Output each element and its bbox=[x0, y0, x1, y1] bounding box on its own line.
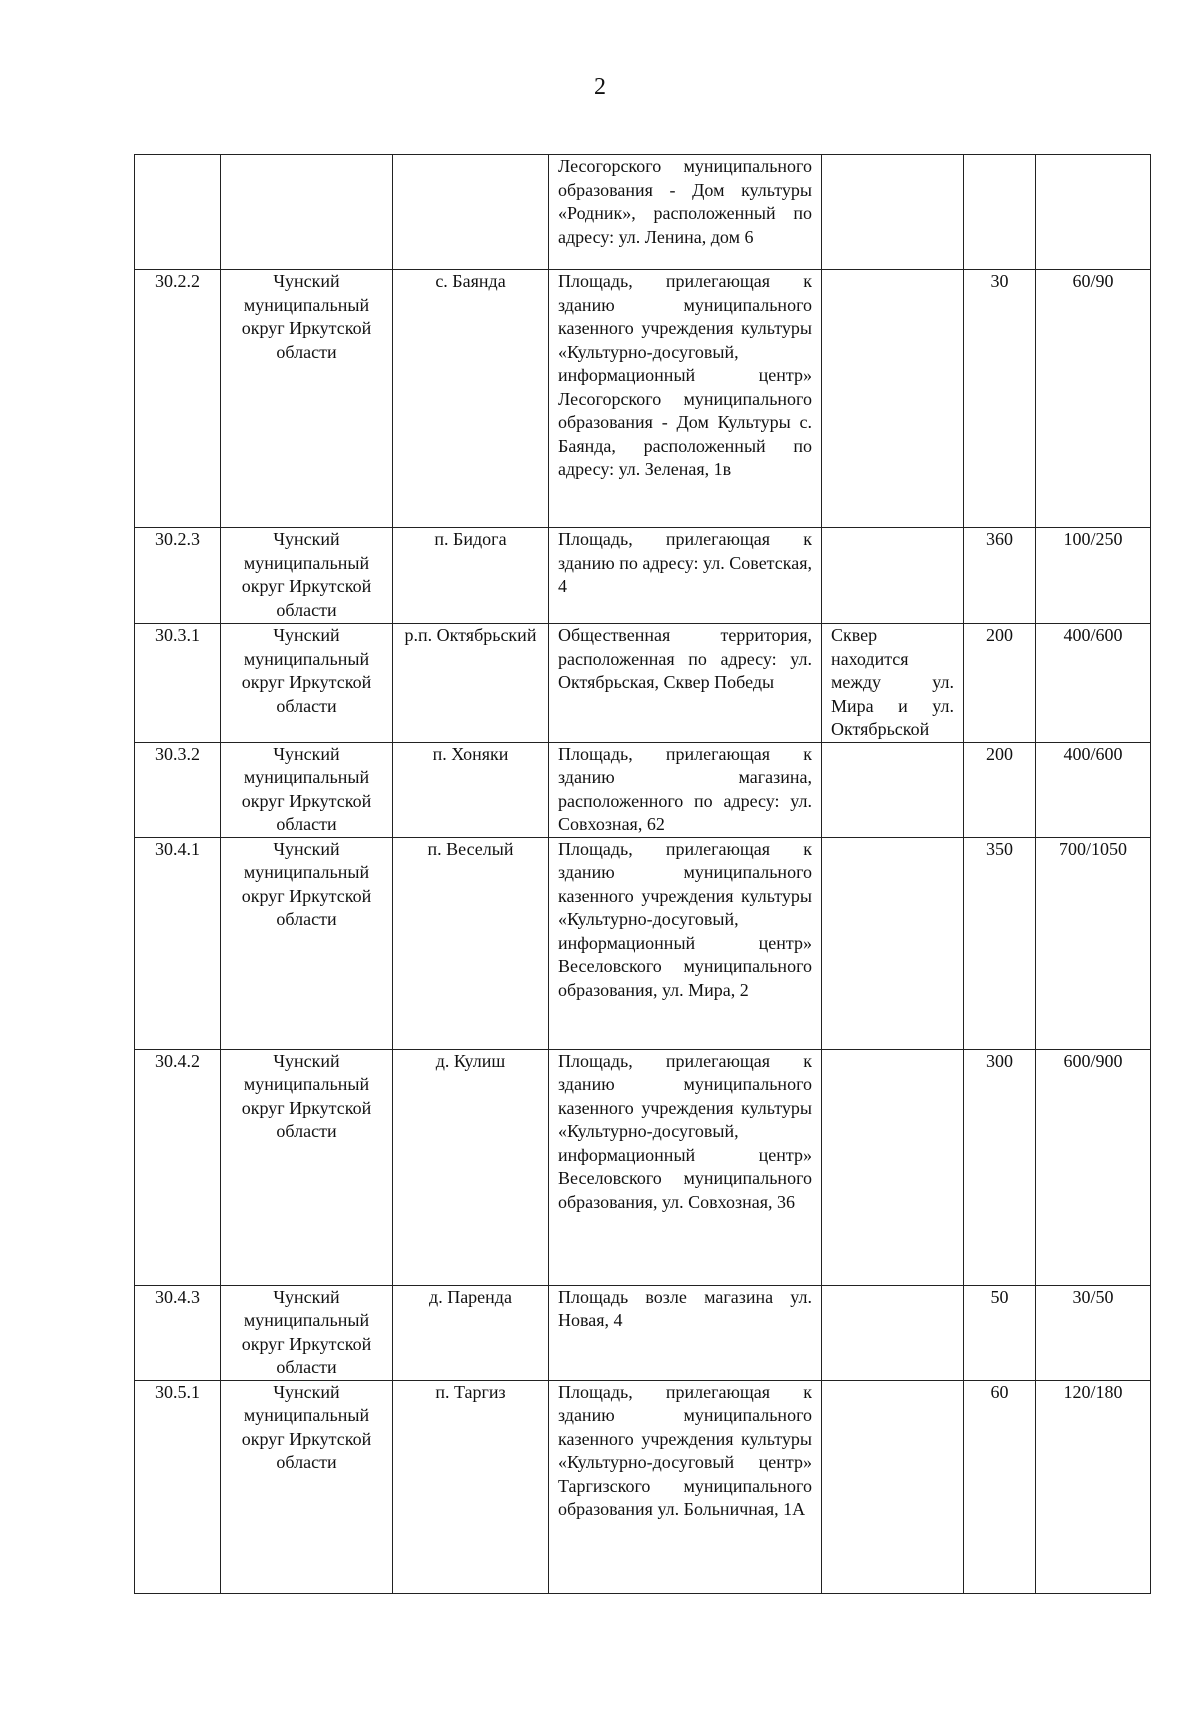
locality-cell: п. Хоняки bbox=[393, 742, 549, 837]
row-number-cell: 30.3.1 bbox=[135, 624, 221, 743]
capacity-cell: 700/1050 bbox=[1036, 837, 1151, 1049]
capacity-cell: 100/250 bbox=[1036, 528, 1151, 624]
district-cell: Чунский муниципальный округ Иркутской области bbox=[221, 624, 393, 743]
place-cell: Площадь, прилегающая к зданию муниципального казенного учреждения культуры «Культурно-досуговый, информационный центр» Веселовского муниципального образования, ул. Мира, 2 bbox=[549, 837, 822, 1049]
row-number-cell: 30.4.1 bbox=[135, 837, 221, 1049]
area-cell: 300 bbox=[964, 1049, 1036, 1285]
note-cell bbox=[822, 837, 964, 1049]
row-number-cell: 30.3.2 bbox=[135, 742, 221, 837]
place-cell: Площадь, прилегающая к зданию муниципального казенного учреждения культуры «Культурно-досуговый, информационный центр» Лесогорского муниципального образования - Дом Культуры с. Баянда, расположенный по адресу: ул. Зеленая, 1в bbox=[549, 270, 822, 528]
table-row bbox=[135, 1380, 1151, 1593]
locality-cell bbox=[393, 155, 549, 270]
locality-cell: д. Паренда bbox=[393, 1285, 549, 1380]
place-cell: Площадь возле магазина ул. Новая, 4 bbox=[549, 1285, 822, 1380]
table-row bbox=[135, 1049, 1151, 1285]
note-cell bbox=[822, 1380, 964, 1593]
table-row bbox=[135, 624, 1151, 743]
capacity-cell: 120/180 bbox=[1036, 1380, 1151, 1593]
row-number-cell: 30.2.2 bbox=[135, 270, 221, 528]
district-cell: Чунский муниципальный округ Иркутской области bbox=[221, 1380, 393, 1593]
note-cell bbox=[822, 1285, 964, 1380]
district-cell: Чунский муниципальный округ Иркутской области bbox=[221, 1285, 393, 1380]
place-cell: Площадь, прилегающая к зданию магазина, расположенного по адресу: ул. Совхозная, 62 bbox=[549, 742, 822, 837]
district-cell: Чунский муниципальный округ Иркутской области bbox=[221, 1049, 393, 1285]
locality-cell: р.п. Октябрьский bbox=[393, 624, 549, 743]
row-number-cell: 30.4.2 bbox=[135, 1049, 221, 1285]
row-number-cell: 30.2.3 bbox=[135, 528, 221, 624]
capacity-cell: 30/50 bbox=[1036, 1285, 1151, 1380]
place-cell: Площадь, прилегающая к зданию муниципального казенного учреждения культуры «Культурно-досуговый, информационный центр» Веселовского муниципального образования, ул. Совхозная, 36 bbox=[549, 1049, 822, 1285]
table-row bbox=[135, 837, 1151, 1049]
note-cell bbox=[822, 528, 964, 624]
capacity-cell: 400/600 bbox=[1036, 624, 1151, 743]
locality-cell: п. Веселый bbox=[393, 837, 549, 1049]
district-cell: Чунский муниципальный округ Иркутской области bbox=[221, 270, 393, 528]
place-cell: Лесогорского муниципального образования - Дом культуры «Родник», расположенный по адресу: ул. Ленина, дом 6 bbox=[549, 155, 822, 270]
table-row bbox=[135, 1285, 1151, 1380]
area-cell: 200 bbox=[964, 742, 1036, 837]
place-cell: Площадь, прилегающая к зданию по адресу: ул. Советская, 4 bbox=[549, 528, 822, 624]
venues-table bbox=[134, 154, 1151, 1594]
capacity-cell: 400/600 bbox=[1036, 742, 1151, 837]
row-number-cell: 30.5.1 bbox=[135, 1380, 221, 1593]
place-cell: Площадь, прилегающая к зданию муниципального казенного учреждения культуры «Культурно-досуговый центр» Таргизского муниципального образования ул. Больничная, 1А bbox=[549, 1380, 822, 1593]
district-cell: Чунский муниципальный округ Иркутской области bbox=[221, 742, 393, 837]
table-row bbox=[135, 155, 1151, 270]
capacity-cell bbox=[1036, 155, 1151, 270]
note-cell bbox=[822, 270, 964, 528]
table-row bbox=[135, 270, 1151, 528]
district-cell: Чунский муниципальный округ Иркутской области bbox=[221, 528, 393, 624]
note-cell bbox=[822, 742, 964, 837]
area-cell: 350 bbox=[964, 837, 1036, 1049]
locality-cell: п. Таргиз bbox=[393, 1380, 549, 1593]
district-cell bbox=[221, 155, 393, 270]
row-number-cell bbox=[135, 155, 221, 270]
page-number: 2 bbox=[594, 74, 606, 100]
place-cell: Общественная территория, расположенная по адресу: ул. Октябрьская, Сквер Победы bbox=[549, 624, 822, 743]
locality-cell: п. Бидога bbox=[393, 528, 549, 624]
area-cell: 360 bbox=[964, 528, 1036, 624]
note-cell: Сквер находится между ул. Мира и ул. Октябрьской bbox=[822, 624, 964, 743]
locality-cell: с. Баянда bbox=[393, 270, 549, 528]
locality-cell: д. Кулиш bbox=[393, 1049, 549, 1285]
area-cell: 200 bbox=[964, 624, 1036, 743]
area-cell bbox=[964, 155, 1036, 270]
table-row bbox=[135, 742, 1151, 837]
note-cell bbox=[822, 1049, 964, 1285]
table-body bbox=[135, 155, 1151, 1594]
note-cell bbox=[822, 155, 964, 270]
area-cell: 30 bbox=[964, 270, 1036, 528]
district-cell: Чунский муниципальный округ Иркутской области bbox=[221, 837, 393, 1049]
area-cell: 50 bbox=[964, 1285, 1036, 1380]
capacity-cell: 60/90 bbox=[1036, 270, 1151, 528]
table-row bbox=[135, 528, 1151, 624]
row-number-cell: 30.4.3 bbox=[135, 1285, 221, 1380]
area-cell: 60 bbox=[964, 1380, 1036, 1593]
capacity-cell: 600/900 bbox=[1036, 1049, 1151, 1285]
